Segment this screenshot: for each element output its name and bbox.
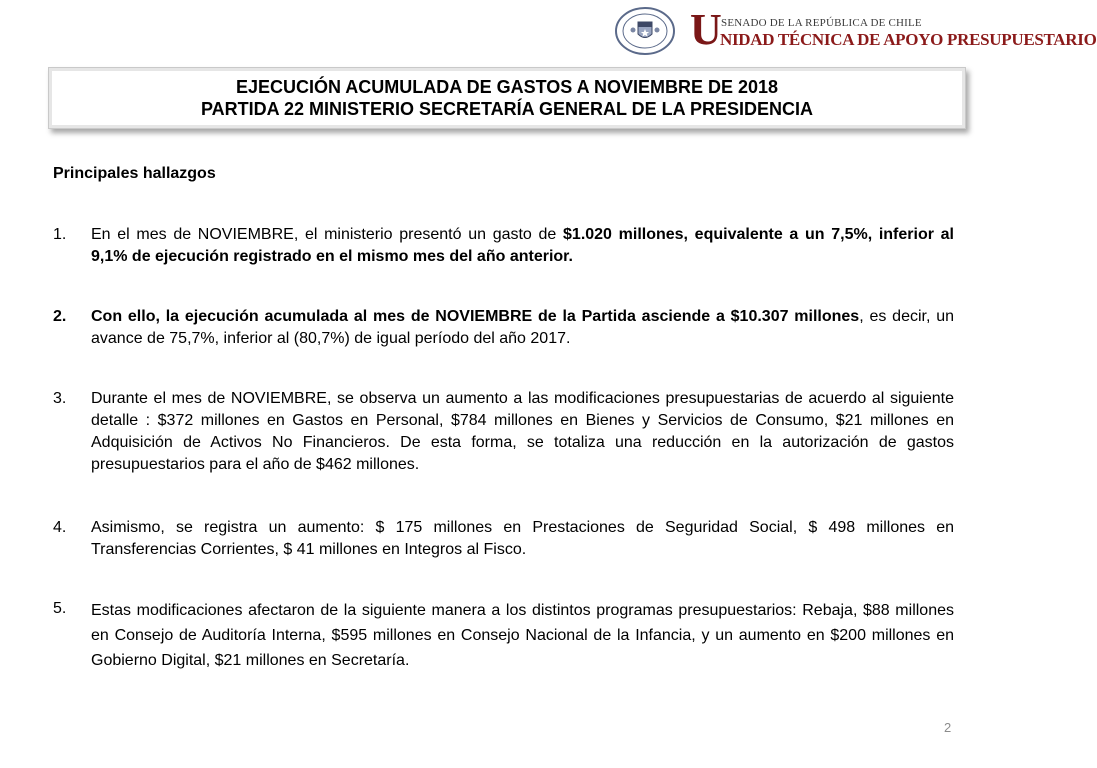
brand-initial: U <box>690 5 722 54</box>
senate-seal-logo <box>614 6 676 56</box>
finding-text-bold: $1.020 millones, equivalente a un 7,5%, inferior al 9,1% de ejecución registrado en el mismo mes del año anterior. <box>91 226 954 265</box>
brand-senate-line: SENADO DE LA REPÚBLICA DE CHILE <box>721 17 922 29</box>
finding-text <box>91 306 954 350</box>
finding-number: 3. <box>53 390 67 407</box>
finding-text-regular: , es decir, un avance de 75,7%, inferior al (80,7%) de igual período del año 2017. <box>91 308 955 347</box>
finding-text-bold: Con ello, la ejecución acumulada al mes de NOVIEMBRE de la Partida asciende a $10.307 millones <box>91 308 860 325</box>
title-line-1: EJECUCIÓN ACUMULADA DE GASTOS A NOVIEMBRE DE 2018 <box>235 77 779 97</box>
finding-item-2 <box>53 306 954 350</box>
finding-text: Asimismo, se registra un aumento: $ 175 millones en Prestaciones de Seguridad Social, $ 498 millones en Transferencias Corrientes, $ 41 millones en Integros al Fisco. <box>91 519 954 558</box>
finding-number: 4. <box>53 519 67 536</box>
finding-text: Estas modificaciones afectaron de la siguiente manera a los distintos programas presupuestarios: Rebaja, $88 millones en Consejo de Auditoría Interna, $595 millones en Consejo Nacional de la Infancia, y un aumento en $200 millones en Gobierno Digital, $21 millones en Secretaría. <box>91 602 954 669</box>
title-box <box>48 67 966 129</box>
finding-item-1 <box>53 224 954 268</box>
finding-number: 5. <box>53 600 67 617</box>
utap-brand <box>690 5 1097 54</box>
finding-item-5 <box>53 598 954 673</box>
finding-text: Durante el mes de NOVIEMBRE, se observa un aumento a las modificaciones presupuestarias de acuerdo al siguiente detalle : $372 millones en Gastos en Personal, $784 millones en Bienes y Servicios de Consumo, $21 millones en Adquisición de Activos No Financieros. De esta forma, se totaliza una reducción en la autorización de gastos presupuestarios para el año de $462 millones. <box>91 390 954 473</box>
page-number: 2 <box>944 720 952 735</box>
finding-number: 1. <box>53 226 67 243</box>
title-line-2: PARTIDA 22 MINISTERIO SECRETARÍA GENERAL DE LA PRESIDENCIA <box>200 99 814 119</box>
finding-item-4 <box>53 517 954 561</box>
finding-number: 2. <box>53 308 67 325</box>
finding-text <box>91 224 954 268</box>
finding-text-regular: En el mes de NOVIEMBRE, el ministerio presentó un gasto de <box>91 226 564 243</box>
section-title: Principales hallazgos <box>53 165 216 182</box>
finding-item-3 <box>53 388 954 476</box>
seal-emblem-icon <box>614 6 676 56</box>
brand-unit-line: NIDAD TÉCNICA DE APOYO PRESUPUESTARIO <box>720 30 1097 49</box>
